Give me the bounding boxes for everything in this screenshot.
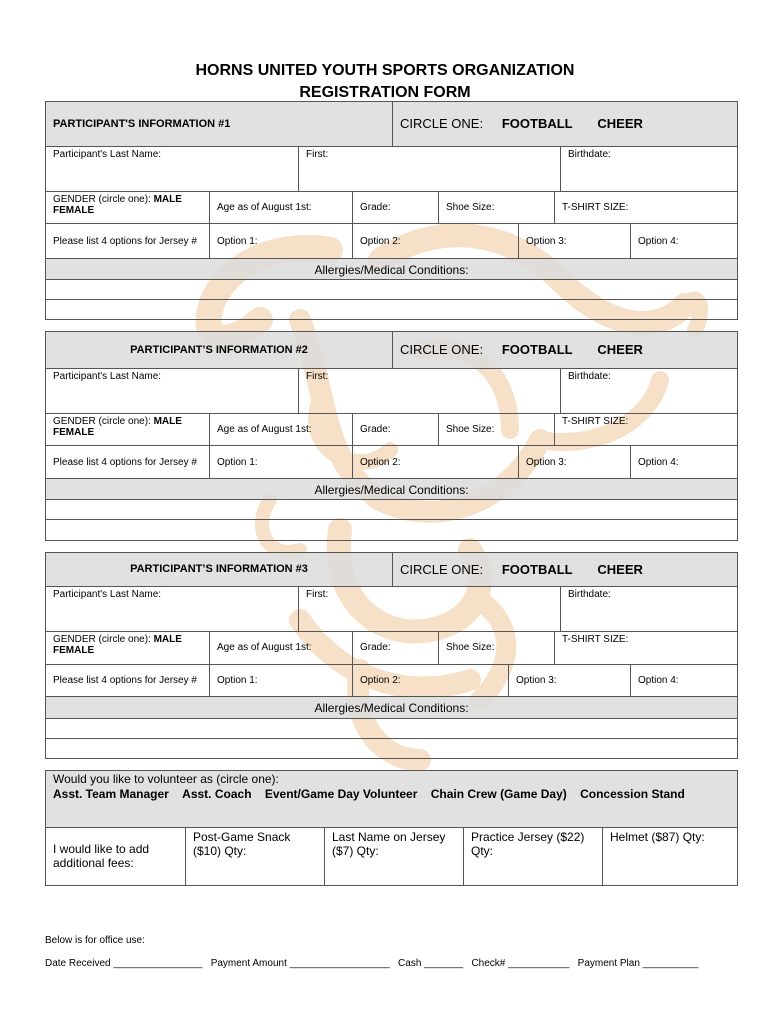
circle-one-label: CIRCLE ONE: — [400, 116, 484, 131]
volunteer-role-concession[interactable]: Concession Stand — [580, 787, 685, 801]
volunteer-question: Would you like to volunteer as (circle one): — [53, 772, 279, 786]
shoe-size-field[interactable]: Shoe Size: — [438, 413, 554, 445]
office-use-heading: Below is for office use: — [45, 935, 145, 946]
grade-field[interactable]: Grade: — [352, 413, 438, 445]
gender-label: GENDER (circle one): — [53, 194, 151, 205]
gender-label: GENDER (circle one): — [53, 634, 151, 645]
jersey-option-1[interactable]: Option 1: — [209, 664, 352, 696]
tshirt-size-field[interactable]: T-SHIRT SIZE: — [554, 631, 737, 664]
sport-choice[interactable] — [392, 102, 737, 146]
gender-field[interactable] — [46, 413, 209, 445]
last-name-field[interactable]: Participant's Last Name: — [46, 146, 298, 191]
volunteer-block — [46, 771, 737, 827]
cheer-option[interactable]: CHEER — [597, 116, 643, 131]
jersey-option-3[interactable]: Option 3: — [518, 223, 630, 258]
gender-label: GENDER (circle one): — [53, 416, 151, 427]
age-field[interactable]: Age as of August 1st: — [209, 631, 352, 664]
birthdate-field[interactable]: Birthdate: — [560, 586, 737, 631]
allergies-line-2[interactable] — [46, 519, 737, 540]
participant-section-1 — [45, 101, 738, 320]
jersey-options-label: Please list 4 options for Jersey # — [46, 664, 209, 696]
jersey-option-1[interactable]: Option 1: — [209, 223, 352, 258]
helmet-field[interactable]: Helmet ($87) Qty: — [602, 827, 737, 885]
sport-choice[interactable] — [392, 553, 737, 586]
last-name-field[interactable]: Participant's Last Name: — [46, 368, 298, 413]
jersey-option-4[interactable]: Option 4: — [630, 223, 737, 258]
shoe-size-field[interactable]: Shoe Size: — [438, 191, 554, 223]
first-name-field[interactable]: First: — [298, 586, 560, 631]
additional-fees-label: I would like to add additional fees: — [46, 827, 185, 885]
tshirt-size-field[interactable]: T-SHIRT SIZE: — [554, 413, 737, 445]
participant-section-2 — [45, 331, 738, 541]
male-option[interactable]: MALE — [153, 194, 182, 205]
allergies-line-1[interactable] — [46, 279, 737, 299]
office-use-line[interactable]: Date Received ________________ Payment Amount __________________ Cash _______ Check# ___________ Payment Plan __________ — [45, 958, 699, 969]
volunteer-role-event-day[interactable]: Event/Game Day Volunteer — [264, 787, 418, 801]
allergies-line-2[interactable] — [46, 299, 737, 319]
circle-one-label: CIRCLE ONE: — [400, 342, 484, 357]
jersey-option-2[interactable]: Option 2: — [352, 445, 518, 478]
jersey-option-3[interactable]: Option 3: — [518, 445, 630, 478]
allergies-label: Allergies/Medical Conditions: — [46, 258, 737, 279]
birthdate-field[interactable]: Birthdate: — [560, 146, 737, 191]
female-option[interactable]: FEMALE — [53, 645, 95, 656]
allergies-line-2[interactable] — [46, 738, 737, 758]
jersey-option-4[interactable]: Option 4: — [630, 445, 737, 478]
female-option[interactable]: FEMALE — [53, 427, 95, 438]
form-title: HORNS UNITED YOUTH SPORTS ORGANIZATION — [195, 62, 575, 79]
form-subtitle: REGISTRATION FORM — [299, 84, 471, 101]
male-option[interactable]: MALE — [153, 416, 182, 427]
volunteer-role-coach[interactable]: Asst. Coach — [182, 787, 252, 801]
age-field[interactable]: Age as of August 1st: — [209, 413, 352, 445]
jersey-option-2[interactable]: Option 2: — [352, 664, 508, 696]
allergies-line-1[interactable] — [46, 499, 737, 519]
jersey-options-label: Please list 4 options for Jersey # — [46, 445, 209, 478]
gender-field[interactable] — [46, 631, 209, 664]
gender-field[interactable] — [46, 191, 209, 223]
participant-header: PARTICIPANT’S INFORMATION #3 — [46, 553, 392, 586]
circle-one-label: CIRCLE ONE: — [400, 562, 484, 577]
birthdate-field[interactable]: Birthdate: — [560, 368, 737, 413]
volunteer-role-chain-crew[interactable]: Chain Crew (Game Day) — [430, 787, 567, 801]
allergies-label: Allergies/Medical Conditions: — [46, 478, 737, 499]
first-name-field[interactable]: First: — [298, 146, 560, 191]
participant-header: PARTICIPANT'S INFORMATION #1 — [46, 102, 392, 146]
female-option[interactable]: FEMALE — [53, 205, 95, 216]
allergies-line-1[interactable] — [46, 718, 737, 738]
volunteer-fees-section — [45, 770, 738, 886]
male-option[interactable]: MALE — [153, 634, 182, 645]
cheer-option[interactable]: CHEER — [597, 562, 643, 577]
football-option[interactable]: FOOTBALL — [501, 116, 573, 131]
practice-jersey-field[interactable]: Practice Jersey ($22) Qty: — [463, 827, 602, 885]
shoe-size-field[interactable]: Shoe Size: — [438, 631, 554, 664]
allergies-label: Allergies/Medical Conditions: — [46, 696, 737, 718]
jersey-option-3[interactable]: Option 3: — [508, 664, 630, 696]
first-name-field[interactable]: First: — [298, 368, 560, 413]
jersey-option-4[interactable]: Option 4: — [630, 664, 737, 696]
tshirt-size-field[interactable]: T-SHIRT SIZE: — [554, 191, 737, 223]
participant-header: PARTICIPANT’S INFORMATION #2 — [46, 332, 392, 368]
volunteer-role-team-manager[interactable]: Asst. Team Manager — [53, 787, 169, 801]
grade-field[interactable]: Grade: — [352, 191, 438, 223]
post-game-snack-field[interactable]: Post-Game Snack ($10) Qty: — [185, 827, 324, 885]
cheer-option[interactable]: CHEER — [597, 342, 643, 357]
jersey-option-1[interactable]: Option 1: — [209, 445, 352, 478]
sport-choice[interactable] — [392, 332, 737, 368]
jersey-option-2[interactable]: Option 2: — [352, 223, 518, 258]
participant-section-3 — [45, 552, 738, 759]
grade-field[interactable]: Grade: — [352, 631, 438, 664]
last-name-field[interactable]: Participant's Last Name: — [46, 586, 298, 631]
age-field[interactable]: Age as of August 1st: — [209, 191, 352, 223]
jersey-options-label: Please list 4 options for Jersey # — [46, 223, 209, 258]
football-option[interactable]: FOOTBALL — [501, 342, 573, 357]
football-option[interactable]: FOOTBALL — [501, 562, 573, 577]
last-name-on-jersey-field[interactable]: Last Name on Jersey ($7) Qty: — [324, 827, 463, 885]
